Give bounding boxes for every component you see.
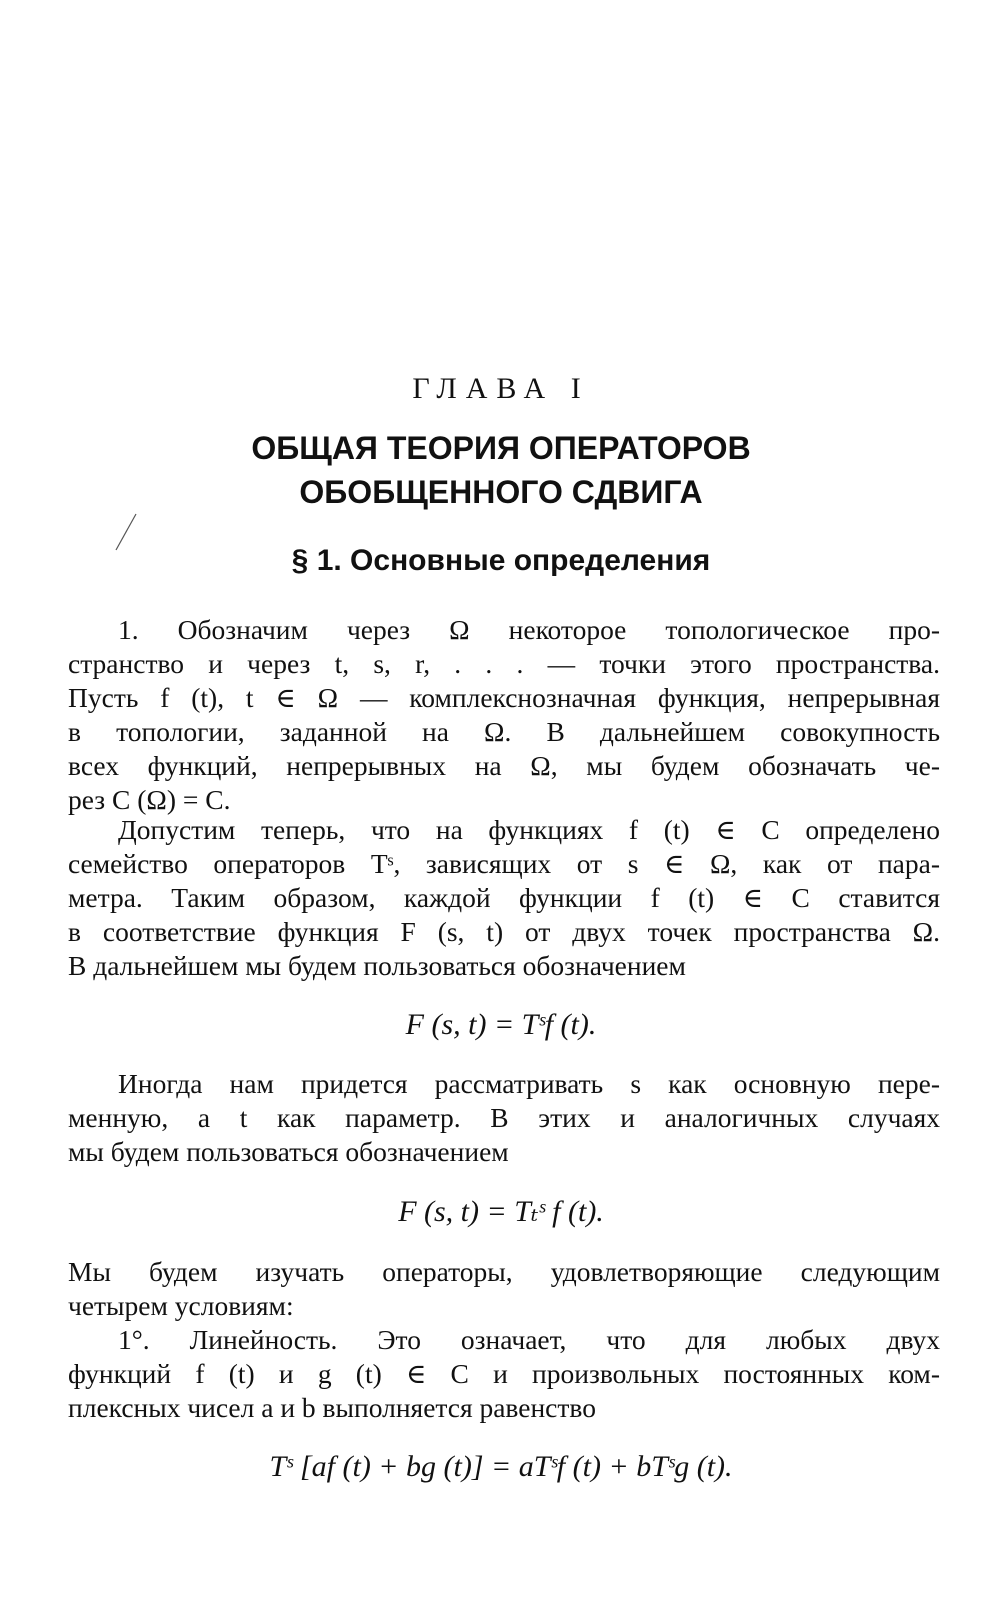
text-line: менную, а t как параметр. В этих и аналогичных случаях: [68, 1102, 940, 1133]
text-line: 1°. Линейность. Это означает, что для любых двух: [118, 1324, 940, 1355]
text-line: в соответствие функция F (s, t) от двух точек пространства Ω.: [68, 916, 940, 947]
formula: F (s, t) = Tₜˢ f (t).: [398, 1195, 604, 1228]
text-line: функций f (t) и g (t) ∈ C и произвольных постоянных ком-: [68, 1358, 940, 1389]
text-line: всех функций, непрерывных на Ω, мы будем обозначать че-: [68, 750, 940, 781]
chapter-title-line-1: ОБЩАЯ ТЕОРИЯ ОПЕРАТОРОВ: [251, 430, 751, 466]
chapter-title-line-2: ОБОБЩЕННОГО СДВИГА: [299, 474, 703, 510]
formula: Tˢ [af (t) + bg (t)] = aTˢf (t) + bTˢg (t).: [269, 1450, 733, 1483]
text-line: Допустим теперь, что на функциях f (t) ∈ C определено: [118, 814, 940, 845]
text-line: мы будем пользоваться обозначением: [68, 1136, 509, 1167]
text-line: Пусть f (t), t ∈ Ω — комплекснозначная функция, непрерывная: [68, 682, 940, 713]
text-line: рез C (Ω) = C.: [68, 784, 231, 815]
chapter-label: ГЛАВА I: [412, 372, 590, 405]
text-line: 1. Обозначим через Ω некоторое топологическое про-: [118, 614, 940, 645]
text-line: семейство операторов Tˢ, зависящих от s ∈ Ω, как от пара-: [68, 848, 940, 879]
section-title: § 1. Основные определения: [291, 544, 711, 577]
text-line: четырем условиям:: [68, 1290, 294, 1321]
chapter-title: [0, 426, 1002, 514]
text-line: Иногда нам придется рассматривать s как основную пере-: [118, 1068, 940, 1099]
text-line: странство и через t, s, r, . . . — точки этого пространства.: [68, 648, 940, 679]
text-line: плексных чисел a и b выполняется равенство: [68, 1392, 596, 1423]
formula: F (s, t) = Tˢf (t).: [405, 1008, 597, 1041]
text-line: Мы будем изучать операторы, удовлетворяющие следующим: [68, 1256, 940, 1287]
text-line: В дальнейшем мы будем пользоваться обозначением: [68, 950, 686, 981]
text-line: в топологии, заданной на Ω. В дальнейшем совокупность: [68, 716, 940, 747]
text-line: метра. Таким образом, каждой функции f (t) ∈ C ставится: [68, 882, 940, 913]
